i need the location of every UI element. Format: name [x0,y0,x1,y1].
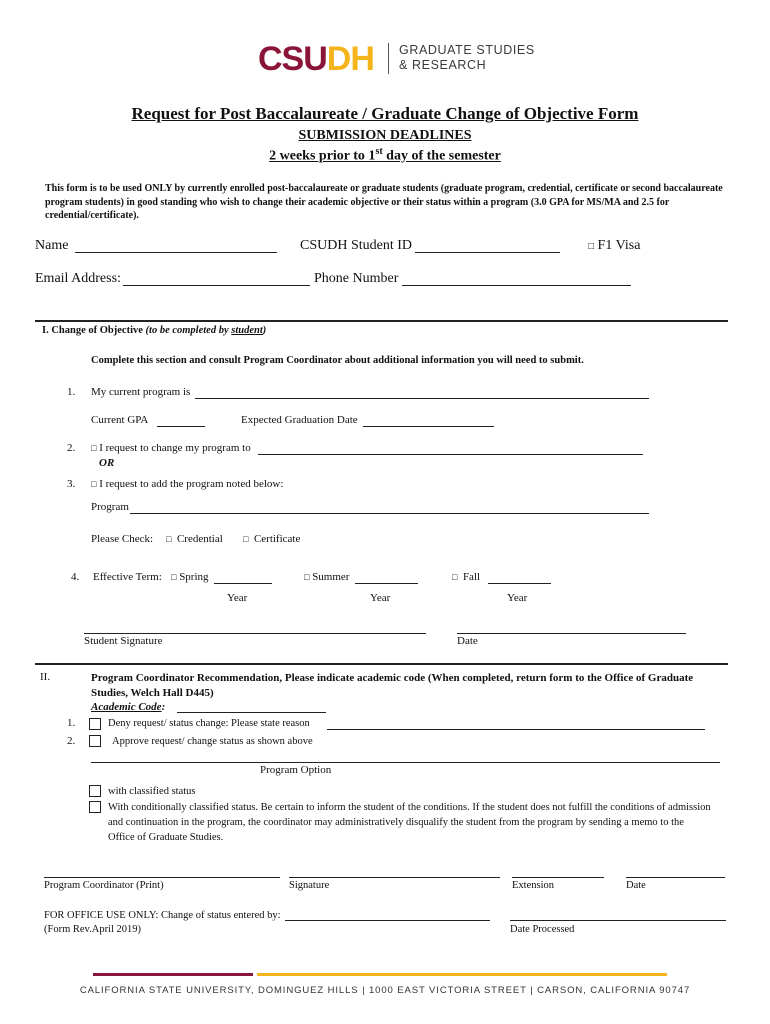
section1-note-student: student [231,325,263,336]
change-program-field[interactable] [258,454,643,455]
conditional-status-label: With conditionally classified status. Be certain to inform the student of the conditions. If the student does not fulfill the conditions of admission and continuation in the program, the coordinator may administratively disqualify the student from the program by sending a memo to the Office of Graduate Studies. [108,802,711,843]
office-entered-by-field[interactable] [285,920,490,921]
footer-burgundy-bar [93,973,253,976]
summer-year-field[interactable] [355,583,418,584]
fall-year-label: Year [507,592,528,604]
university-logo [258,40,538,80]
approve-request-label: Approve request/ change status as shown above [112,736,313,747]
fall-year-field[interactable] [488,583,551,584]
change-program-checkbox-icon[interactable]: □ [91,443,97,453]
f1-visa-checkbox-icon[interactable]: □ [588,241,595,252]
footer-address: CALIFORNIA STATE UNIVERSITY, DOMINGUEZ HILLS | 1000 EAST VICTORIA STREET | CARSON, CALIFORNIA 90747 [79,985,691,996]
academic-code-label-wrap: Academic Code: [91,701,166,713]
add-program-checkbox-icon[interactable]: □ [91,479,97,489]
coordinator-extension-label: Extension [512,880,554,891]
phone-field[interactable] [402,285,631,286]
credential-label: Credential [176,533,223,545]
spring-checkbox-icon[interactable]: □ [171,572,177,582]
coordinator-date-label: Date [626,880,646,891]
academic-code-field[interactable] [177,712,326,713]
coordinator-extension-field[interactable] [512,877,604,878]
spring-year-label: Year [227,592,248,604]
academic-code-label: Academic Code [91,701,162,713]
section1-divider [35,320,728,322]
deny-request-label: Deny request/ status change: Please state reason [108,718,310,729]
f1-visa-label: F1 Visa [597,238,641,253]
email-label: Email Address: [35,271,121,286]
summer-checkbox-icon[interactable]: □ [304,572,310,582]
logo-subtitle-line2: & RESEARCH [399,58,487,72]
section2-heading: Program Coordinator Recommendation, Please indicate academic code (When completed, return form to the Office of Graduate Studies, Welch Hall D445) [91,672,694,699]
logo-wordmark-dh: DH [326,40,374,78]
change-program-option[interactable] [91,442,251,454]
name-label: Name [35,238,69,253]
student-date-label: Date [457,635,478,647]
deadline-text [0,146,770,165]
current-program-label: My current program is [91,386,191,398]
section1-heading [42,325,266,336]
intro-paragraph: This form is to be used ONLY by currently enrolled post-baccalaureate or graduate students (graduate program, credential, certificate or second baccalaureate program students) in good standing who wish to change their academic objective or their status within a program (3.0 GPA for MS/MA and 2.5 for credential/certificate). [45,183,723,221]
current-gpa-label: Current GPA [91,414,149,426]
coordinator-signature-label: Signature [289,880,330,891]
section1-heading-note [146,325,267,336]
add-program-label: I request to add the program noted below: [99,478,284,490]
item1-number: 1. [67,386,76,398]
student-id-label: CSUDH Student ID [300,238,413,253]
logo-wordmark-csu: CSU [258,40,327,78]
section2-number: II. [40,671,51,683]
program-option-label: Program Option [260,764,332,776]
classified-status-checkbox[interactable] [89,785,101,797]
coordinator-print-field[interactable] [44,877,280,878]
section2-item1-number: 1. [67,717,76,729]
fall-option[interactable] [452,571,480,583]
credential-option[interactable] [166,533,223,545]
student-signature-field[interactable] [84,633,426,634]
spring-year-field[interactable] [214,583,272,584]
graduation-date-field[interactable] [363,426,494,427]
please-check-label: Please Check: [91,533,154,545]
phone-label: Phone Number [314,271,399,286]
approve-request-checkbox[interactable] [89,735,101,747]
coordinator-signature-field[interactable] [289,877,500,878]
classified-status-label: with classified status [108,786,196,797]
section2-divider [35,663,728,665]
office-use-label: FOR OFFICE USE ONLY: Change of status entered by: [44,910,281,921]
fall-label: Fall [462,571,481,583]
f1-visa-option[interactable] [588,238,640,254]
add-program-option[interactable] [91,478,283,490]
submission-deadlines-label: SUBMISSION DEADLINES [298,128,472,143]
or-label: OR [99,457,115,469]
deadline-superscript: st [375,146,383,157]
fall-checkbox-icon[interactable]: □ [452,572,458,582]
form-revision-label: (Form Rev.April 2019) [44,924,142,935]
section1-note-prefix: (to be completed by [145,325,232,336]
deny-request-checkbox[interactable] [89,718,101,730]
form-title: Request for Post Baccalaureate / Graduate Change of Objective Form [131,104,639,123]
date-processed-label: Date Processed [510,924,575,935]
program-field[interactable] [130,513,649,514]
student-signature-label: Student Signature [84,635,163,647]
logo-subtitle-line1: GRADUATE STUDIES [399,43,535,57]
item2-number: 2. [67,442,76,454]
graduation-date-label: Expected Graduation Date [241,414,358,426]
effective-term-label: Effective Term: [93,571,162,583]
spring-option[interactable] [171,571,209,583]
current-gpa-field[interactable] [157,426,205,427]
summer-option[interactable] [304,571,349,583]
logo-wordmark [258,40,374,79]
footer-gold-bar [257,973,667,976]
item3-number: 3. [67,478,76,490]
certificate-option[interactable] [243,533,300,545]
name-field[interactable] [75,252,277,253]
deadline-suffix: day of the semester [382,148,501,164]
change-program-label: I request to change my program to [99,442,251,454]
conditional-status-checkbox[interactable] [89,801,101,813]
date-processed-field[interactable] [510,920,726,921]
section1-instruction: Complete this section and consult Program Coordinator about additional information you will need to submit. [91,355,584,366]
summer-year-label: Year [370,592,391,604]
section1-heading-text: I. Change of Objective [42,325,143,336]
program-label: Program [91,501,129,513]
email-field[interactable] [123,285,310,286]
section1-note-suffix: ) [262,325,267,336]
certificate-label: Certificate [253,533,301,545]
item4-number: 4. [71,571,80,583]
logo-subtitle [399,43,535,73]
student-id-field[interactable] [415,252,560,253]
program-option-field[interactable] [91,762,720,763]
coordinator-print-label: Program Coordinator (Print) [44,880,164,891]
credential-checkbox-icon[interactable]: □ [166,534,172,544]
deadline-prefix: 2 weeks prior to 1 [269,148,376,164]
spring-label: Spring [179,571,209,583]
logo-divider [388,43,389,74]
section2-item2-number: 2. [67,735,76,747]
summer-label: Summer [312,571,350,583]
coordinator-date-field[interactable] [626,877,725,878]
deny-reason-field[interactable] [327,729,705,730]
certificate-checkbox-icon[interactable]: □ [243,534,249,544]
current-program-field[interactable] [195,398,649,399]
student-date-field[interactable] [457,633,686,634]
